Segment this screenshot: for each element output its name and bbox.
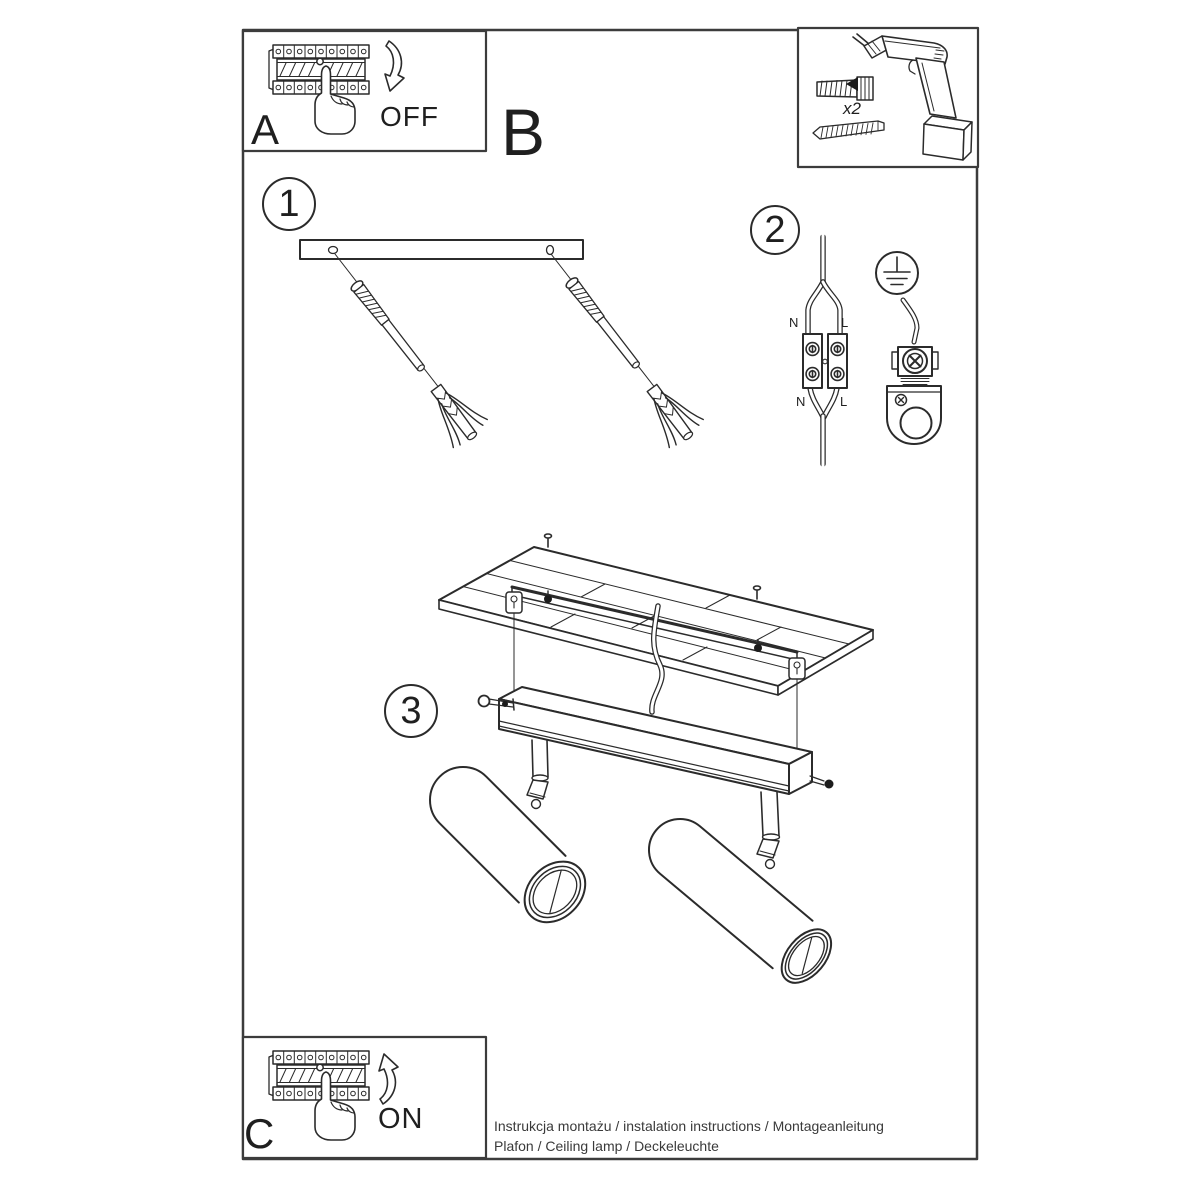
step-1-badge: 1 xyxy=(262,177,316,231)
panel-a-label: A xyxy=(251,106,280,153)
screw-quantity-label: x2 xyxy=(843,99,861,118)
breaker-panel-icon xyxy=(269,1051,369,1100)
ground-terminal-icon xyxy=(887,347,941,444)
neutral-label-bottom: N xyxy=(796,394,806,409)
step-3-badge: 3 xyxy=(384,684,438,738)
ground-symbol-icon xyxy=(876,252,918,294)
mounting-bar xyxy=(300,240,583,259)
power-on-label: ON xyxy=(378,1103,424,1135)
section-b-label: B xyxy=(501,95,546,169)
power-off-label: OFF xyxy=(380,101,439,132)
panel-c-label: C xyxy=(244,1110,275,1157)
step-2-badge: 2 xyxy=(750,205,800,255)
line-label-top: L xyxy=(841,315,849,330)
footer-product-name: Plafon / Ceiling lamp / Deckeleuchte xyxy=(494,1138,719,1154)
neutral-label-top: N xyxy=(789,315,799,330)
breaker-panel-icon xyxy=(269,45,369,94)
footer-instructions-title: Instrukcja montażu / instalation instructions / Montageanleitung xyxy=(494,1118,884,1134)
line-label-bottom: L xyxy=(840,394,848,409)
